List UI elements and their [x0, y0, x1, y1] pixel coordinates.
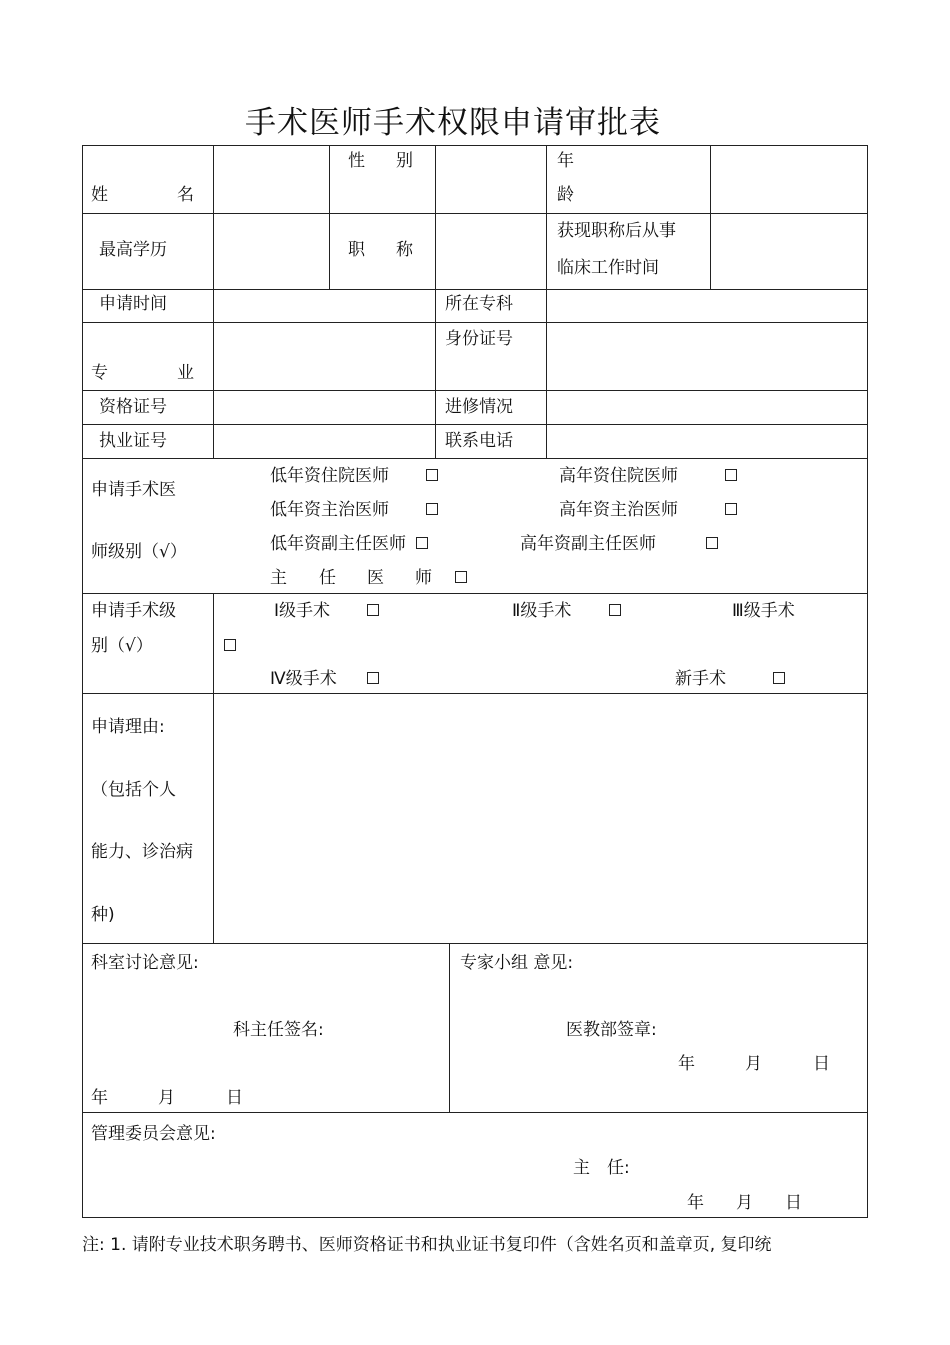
title-label: 称 [396, 240, 413, 260]
title-label: 职 [348, 240, 365, 260]
col-divider [213, 145, 214, 458]
date-year: 年 [678, 1054, 695, 1074]
option-chief: 任 [319, 568, 336, 588]
checkbox-junior-attending[interactable] [426, 503, 438, 515]
option-chief: 主 [270, 568, 287, 588]
option-junior-associate: 低年资副主任医师 [270, 534, 406, 554]
col-divider [710, 145, 711, 289]
practice-cert-label: 执业证号 [99, 431, 167, 451]
specialty-label: 专 [91, 363, 108, 383]
option-senior-associate: 高年资副主任医师 [520, 534, 656, 554]
col-divider [546, 145, 547, 458]
option-level1: Ⅰ级手术 [274, 601, 331, 621]
date-month: 月 [736, 1193, 753, 1213]
phone-label: 联系电话 [445, 431, 513, 451]
committee-opinion-label: 管理委员会意见: [91, 1124, 216, 1144]
checkbox-level4[interactable] [367, 672, 379, 684]
date-year: 年 [687, 1193, 704, 1213]
gender-label: 别 [396, 151, 413, 171]
specialty-label: 业 [177, 363, 194, 383]
option-junior-attending: 低年资主治医师 [270, 500, 389, 520]
row-divider [82, 390, 868, 391]
option-level4: Ⅳ级手术 [270, 669, 337, 689]
gender-label: 性 [348, 151, 365, 171]
checkbox-junior-associate[interactable] [416, 537, 428, 549]
option-chief: 医 [367, 568, 384, 588]
option-level3: Ⅲ级手术 [732, 601, 795, 621]
checkbox-chief[interactable] [455, 571, 467, 583]
option-new-surgery: 新手术 [675, 669, 726, 689]
name-label: 名 [177, 185, 194, 205]
checkbox-senior-attending[interactable] [725, 503, 737, 515]
reason-label: 种) [91, 905, 115, 925]
checkbox-level2[interactable] [609, 604, 621, 616]
age-label: 龄 [557, 185, 574, 205]
option-junior-resident: 低年资住院医师 [270, 466, 389, 486]
reason-label: （包括个人 [91, 780, 176, 800]
row-divider [82, 943, 868, 944]
row-divider [82, 322, 868, 323]
col-divider [329, 145, 330, 289]
doctor-level-label: 师级别（√） [91, 542, 187, 562]
id-number-label: 身份证号 [445, 329, 513, 349]
col-divider [213, 593, 214, 943]
education-label: 最高学历 [99, 240, 167, 260]
date-day: 日 [813, 1054, 830, 1074]
row-divider [82, 693, 868, 694]
director-label: 主 任: [573, 1158, 630, 1178]
date-day: 日 [226, 1088, 243, 1108]
checkbox-senior-resident[interactable] [725, 469, 737, 481]
option-senior-attending: 高年资主治医师 [559, 500, 678, 520]
row-divider [82, 458, 868, 459]
checkbox-senior-associate[interactable] [706, 537, 718, 549]
department-label: 所在专科 [445, 294, 513, 314]
dept-sign-label: 科主任签名: [233, 1020, 324, 1040]
date-day: 日 [785, 1193, 802, 1213]
col-divider [449, 943, 450, 1112]
page-title: 手术医师手术权限申请审批表 [245, 105, 661, 141]
option-level2: Ⅱ级手术 [512, 601, 572, 621]
col-divider [435, 289, 436, 458]
footnote: 注: 1. 请附专业技术职务聘书、医师资格证书和执业证书复印件（含姓名页和盖章页, 复印统 [82, 1235, 772, 1255]
edu-stamp-label: 医教部签章: [566, 1020, 657, 1040]
dept-opinion-label: 科室讨论意见: [91, 953, 199, 973]
row-divider [82, 593, 868, 594]
qualification-cert-label: 资格证号 [99, 397, 167, 417]
doctor-level-label: 申请手术医 [91, 480, 176, 500]
checkbox-new-surgery[interactable] [773, 672, 785, 684]
row-divider [82, 424, 868, 425]
row-divider [82, 1112, 868, 1113]
apply-time-label: 申请时间 [99, 294, 167, 314]
checkbox-level3[interactable] [224, 639, 236, 651]
expert-opinion-label: 专家小组 意见: [460, 953, 574, 973]
reason-label: 能力、诊治病 [91, 842, 193, 862]
reason-label: 申请理由: [91, 717, 165, 737]
surgery-level-label: 申请手术级 [91, 601, 176, 621]
age-label: 年 [557, 151, 574, 171]
date-year: 年 [91, 1088, 108, 1108]
option-senior-resident: 高年资住院医师 [559, 466, 678, 486]
date-month: 月 [745, 1054, 762, 1074]
clinical-time-label: 获现职称后从事 [557, 221, 676, 241]
date-month: 月 [158, 1088, 175, 1108]
surgery-level-label: 别（√） [91, 636, 153, 656]
col-divider [435, 145, 436, 289]
name-label: 姓 [91, 185, 108, 205]
option-chief: 师 [415, 568, 432, 588]
checkbox-level1[interactable] [367, 604, 379, 616]
training-label: 进修情况 [445, 397, 513, 417]
checkbox-junior-resident[interactable] [426, 469, 438, 481]
row-divider [82, 213, 868, 214]
row-divider [82, 289, 868, 290]
clinical-time-label: 临床工作时间 [557, 258, 659, 278]
